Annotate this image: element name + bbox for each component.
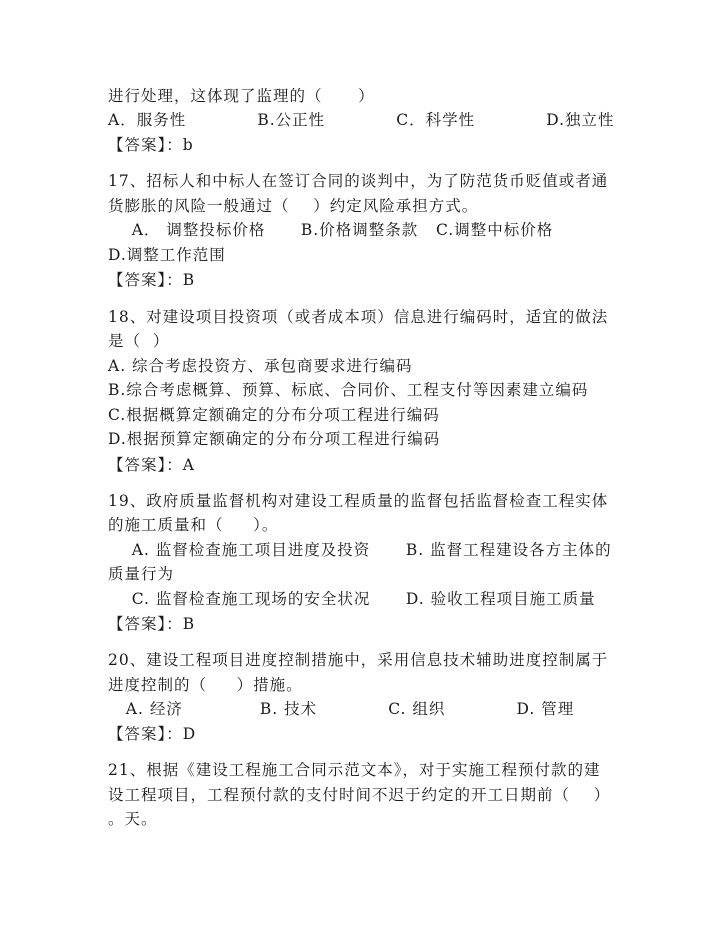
q19-text-line2: 的施工质量和（ ）。 xyxy=(108,516,279,534)
q18-text-line1: 18、对建设项目投资项（或者成本项）信息进行编码时，适宜的做法 xyxy=(108,308,609,326)
q19-options-line1: A. 监督检查施工项目进度及投资 B. 监督工程建设各方主体的 xyxy=(108,541,612,559)
q21-text-line2: 设工程项目，工程预付款的支付时间不迟于约定的开工日期前（ ） xyxy=(108,786,611,804)
q20-text-line2: 进度控制的（ ）措施。 xyxy=(108,676,303,694)
q19-answer: 【答案】：B xyxy=(108,615,196,633)
q17-options-line2: D.调整工作范围 xyxy=(108,246,226,264)
q17-text-line1: 17、招标人和中标人在签订合同的谈判中，为了防范货币贬值或者通 xyxy=(108,172,609,190)
q17-options-line1: A． 调整投标价格 B.价格调整条款 C.调整中标价格 xyxy=(108,221,554,239)
q20-text-line1: 20、建设工程项目进度控制措施中，采用信息技术辅助进度控制属于 xyxy=(108,651,609,669)
q18-option-c: C.根据概算定额确定的分布分项工程进行编码 xyxy=(108,406,440,424)
q18-option-d: D.根据预算定额确定的分布分项工程进行编码 xyxy=(108,430,441,448)
q17-answer: 【答案】：B xyxy=(108,271,196,289)
q16-answer: 【答案】：b xyxy=(108,136,194,154)
q16-options: A．服务性 B.公正性 C．科学性 D.独立性 xyxy=(108,111,615,129)
q18-text-line2: 是（ ） xyxy=(108,332,170,350)
q21-text-line3: 。天。 xyxy=(108,810,158,828)
q19-options-line3: C. 监督检查施工现场的安全状况 D. 验收工程项目施工质量 xyxy=(108,590,596,608)
q19-text-line1: 19、政府质量监督机构对建设工程质量的监督包括监督检查工程实体 xyxy=(108,492,609,510)
q19-options-line2: 质量行为 xyxy=(108,565,175,583)
q16-text-end: 进行处理，这体现了监理的（ ） xyxy=(108,87,375,105)
q18-answer: 【答案】：A xyxy=(108,456,195,474)
q20-options: A. 经济 B. 技术 C. 组织 D. 管理 xyxy=(108,700,575,718)
q18-option-a: A. 综合考虑投资方、承包商要求进行编码 xyxy=(108,357,413,375)
q21-text-line1: 21、根据《建设工程施工合同示范文本》，对于实施工程预付款的建 xyxy=(108,761,601,779)
q18-option-b: B.综合考虑概算、预算、标底、合同价、工程支付等因素建立编码 xyxy=(108,381,589,399)
q17-text-line2: 货膨胀的风险一般通过（ ）约定风险承担方式。 xyxy=(108,197,479,215)
q20-answer: 【答案】：D xyxy=(108,725,197,743)
